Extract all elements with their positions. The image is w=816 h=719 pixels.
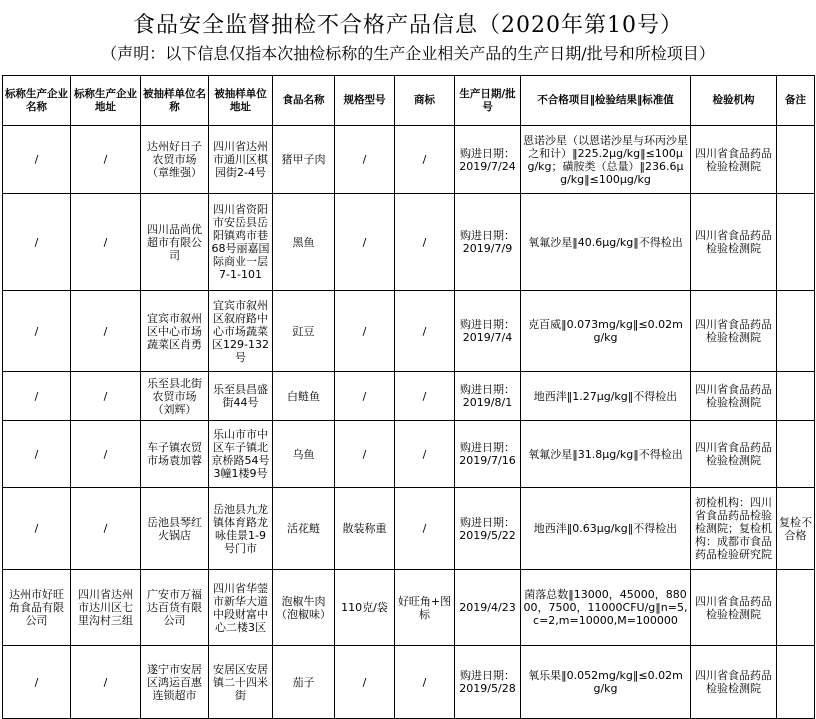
cell-text: / <box>103 324 108 338</box>
cell-lab <box>691 194 777 291</box>
cell-text: / <box>103 235 108 249</box>
header-sampled-unit-name: 被抽样单位名称 <box>141 76 209 126</box>
cell-manufacturer-name <box>3 421 71 488</box>
cell-manufacturer-address <box>71 291 141 372</box>
cell-spec <box>335 488 395 570</box>
header-spec: 规格型号 <box>335 76 395 126</box>
cell-brand <box>395 126 455 194</box>
cell-text: 氧乐果‖0.052mg/kg‖≤0.02mg/kg <box>528 669 683 695</box>
table-row <box>3 646 815 719</box>
header-sampled-unit-address: 被抽样单位地址 <box>209 76 273 126</box>
cell-text: 四川省食品药品检验检测院 <box>695 229 772 255</box>
cell-text: / <box>422 522 427 535</box>
cell-sampled-unit-address <box>209 372 273 421</box>
cell-production-date <box>455 194 521 291</box>
cell-failed-items <box>521 421 691 488</box>
cell-text: 岳池县九龙镇体育路龙咏佳景1-9号门市 <box>213 502 268 555</box>
cell-lab <box>691 570 777 646</box>
cell-production-date <box>455 488 521 570</box>
cell-spec <box>335 421 395 488</box>
cell-sampled-unit-address <box>209 126 273 194</box>
cell-brand <box>395 488 455 570</box>
cell-sampled-unit-address <box>209 488 273 570</box>
cell-sampled-unit-name <box>141 372 209 421</box>
cell-remarks <box>777 291 815 372</box>
cell-text: 四川省资阳市安岳县岳阳镇鸡市巷68号丽嘉国际商业一层7-1-101 <box>211 203 270 281</box>
cell-sampled-unit-name <box>141 421 209 488</box>
cell-text: 黑鱼 <box>292 235 315 249</box>
cell-text: / <box>34 389 39 403</box>
cell-text: 氧氟沙星‖31.8μg/kg‖不得检出 <box>528 447 683 461</box>
cell-text: 购进日期：2019/8/1 <box>460 383 515 409</box>
cell-manufacturer-name <box>3 488 71 570</box>
cell-text: / <box>422 389 427 403</box>
cell-text: / <box>422 675 427 689</box>
cell-production-date <box>455 291 521 372</box>
cell-text: / <box>422 324 427 338</box>
cell-text: / <box>34 447 39 461</box>
table-row <box>3 372 815 421</box>
cell-text: 克百威‖0.073mg/kg‖≤0.02mg/kg <box>528 318 683 344</box>
cell-text: / <box>362 389 367 403</box>
cell-text: 遂宁市安居区鸿运百惠连锁超市 <box>147 662 202 702</box>
cell-brand <box>395 421 455 488</box>
cell-sampled-unit-address <box>209 291 273 372</box>
cell-text: / <box>34 675 39 689</box>
cell-production-date <box>455 126 521 194</box>
cell-text: / <box>103 522 108 535</box>
cell-sampled-unit-name <box>141 488 209 570</box>
table-row <box>3 291 815 372</box>
cell-text: 四川省华蓥市新华大道中段财富中心二楼3区 <box>213 581 268 634</box>
cell-text: 安居区安居镇二十四米街 <box>213 662 268 702</box>
cell-food-name <box>273 126 335 194</box>
header-lab: 检验机构 <box>691 76 777 126</box>
cell-sampled-unit-address <box>209 646 273 719</box>
cell-text: 豇豆 <box>292 324 315 338</box>
cell-text: 好旺角+图标 <box>397 594 452 621</box>
cell-text: 活花鲢 <box>287 522 320 535</box>
cell-sampled-unit-address <box>209 570 273 646</box>
cell-text: 购进日期：2019/5/22 <box>459 515 516 542</box>
cell-text: 购进日期：2019/7/4 <box>460 318 515 344</box>
cell-lab <box>691 421 777 488</box>
cell-sampled-unit-name <box>141 646 209 719</box>
cell-text: 110克/袋 <box>341 601 388 614</box>
cell-manufacturer-name <box>3 126 71 194</box>
cell-text: / <box>34 324 39 338</box>
cell-text: / <box>362 235 367 249</box>
cell-manufacturer-address <box>71 372 141 421</box>
cell-text: / <box>34 522 39 535</box>
cell-text: 茄子 <box>292 675 315 689</box>
cell-text: 四川省达州市通川区棋园街2-4号 <box>213 140 268 179</box>
header-brand: 商标 <box>395 76 455 126</box>
cell-brand <box>395 372 455 421</box>
cell-text: / <box>362 324 367 338</box>
cell-failed-items <box>521 372 691 421</box>
header-failed-items: 不合格项目‖检验结果‖标准值 <box>521 76 691 126</box>
cell-manufacturer-address <box>71 646 141 719</box>
cell-manufacturer-name <box>3 194 71 291</box>
cell-text: 四川省食品药品检验检测院 <box>695 318 772 344</box>
cell-manufacturer-name <box>3 570 71 646</box>
cell-remarks <box>777 421 815 488</box>
cell-failed-items <box>521 488 691 570</box>
cell-text: 复检不合格 <box>779 515 812 542</box>
cell-text: 宜宾市叙州区叙府路中心市场蔬菜区129-132号 <box>212 298 269 364</box>
cell-text: 四川省食品药品检验检测院 <box>695 146 772 173</box>
cell-food-name <box>273 570 335 646</box>
results-table <box>2 75 815 719</box>
cell-text: 四川省食品药品检验检测院 <box>695 594 772 621</box>
header-row <box>3 76 815 126</box>
header-production-date: 生产日期/批号 <box>455 76 521 126</box>
cell-text: 四川省食品药品检验检测院 <box>695 441 772 467</box>
cell-text: 猪甲子肉 <box>281 153 326 166</box>
cell-remarks <box>777 570 815 646</box>
cell-text: 地西泮‖1.27μg/kg‖不得检出 <box>533 389 678 403</box>
cell-text: 四川品尚优超市有限公司 <box>147 222 202 262</box>
cell-remarks <box>777 646 815 719</box>
cell-brand <box>395 646 455 719</box>
table-row <box>3 194 815 291</box>
cell-text: 白鲢鱼 <box>287 389 320 403</box>
header-manufacturer-address: 标称生产企业地址 <box>71 76 141 126</box>
cell-text: 四川省达州市达川区七里沟村三组 <box>78 588 133 627</box>
cell-failed-items <box>521 291 691 372</box>
cell-text: 四川省食品药品检验检测院 <box>695 669 772 695</box>
cell-production-date <box>455 372 521 421</box>
cell-spec <box>335 372 395 421</box>
cell-production-date <box>455 646 521 719</box>
cell-manufacturer-address <box>71 126 141 194</box>
cell-brand <box>395 194 455 291</box>
cell-text: 车子镇农贸市场袁加蓉 <box>147 441 202 467</box>
cell-text: 购进日期：2019/5/28 <box>459 669 516 695</box>
cell-food-name <box>273 291 335 372</box>
table-row <box>3 570 815 646</box>
cell-text: 乌鱼 <box>292 447 315 461</box>
cell-manufacturer-address <box>71 570 141 646</box>
cell-text: 恩诺沙星（以恩诺沙星与环丙沙星之和计）‖225.2μg/kg‖≤100μg/kg；磺胺类（总量）‖236.6μg/kg‖≤100μg/kg <box>523 133 688 186</box>
cell-lab <box>691 488 777 570</box>
cell-food-name <box>273 488 335 570</box>
cell-text: 2019/4/23 <box>459 601 516 614</box>
cell-text: 购进日期：2019/7/9 <box>460 229 515 255</box>
cell-text: 宜宾市叙州区中心市场蔬菜区肖勇 <box>147 311 202 351</box>
cell-text: 乐山市市中区车子镇北京桥路54号3幢1楼9号 <box>211 428 270 480</box>
header-manufacturer-name: 标称生产企业名称 <box>3 76 71 126</box>
cell-manufacturer-address <box>71 488 141 570</box>
cell-text: / <box>362 153 367 166</box>
cell-text: 泡椒牛肉（泡椒味） <box>276 594 331 621</box>
cell-text: 四川省食品药品检验检测院 <box>695 383 772 409</box>
cell-remarks <box>777 488 815 570</box>
cell-production-date <box>455 570 521 646</box>
cell-text: 广安市万福达百货有限公司 <box>147 588 202 627</box>
cell-text: 乐至县昌盛街44号 <box>213 383 268 409</box>
cell-text: 达州好日子农贸市场（章维强） <box>147 140 202 179</box>
cell-manufacturer-address <box>71 194 141 291</box>
table-row <box>3 488 815 570</box>
cell-text: 乐至县北街农贸市场（刘辉） <box>147 376 202 416</box>
cell-sampled-unit-address <box>209 421 273 488</box>
cell-failed-items <box>521 194 691 291</box>
cell-lab <box>691 291 777 372</box>
cell-failed-items <box>521 126 691 194</box>
cell-sampled-unit-name <box>141 194 209 291</box>
cell-text: 初检机构：四川省食品药品检验检测院；复检机构：成都市食品药品检验研究院 <box>695 496 772 561</box>
cell-sampled-unit-address <box>209 194 273 291</box>
page-subtitle: （声明：以下信息仅指本次抽检标称的生产企业相关产品的生产日期/批号和所检项目） <box>101 44 715 63</box>
cell-text: 购进日期：2019/7/24 <box>459 146 516 173</box>
cell-spec <box>335 291 395 372</box>
cell-text: 购进日期：2019/7/16 <box>459 441 516 467</box>
cell-food-name <box>273 194 335 291</box>
cell-text: / <box>362 447 367 461</box>
cell-failed-items <box>521 646 691 719</box>
cell-food-name <box>273 421 335 488</box>
cell-remarks <box>777 372 815 421</box>
cell-lab <box>691 126 777 194</box>
cell-text: 散装称重 <box>342 522 387 535</box>
cell-brand <box>395 291 455 372</box>
cell-remarks <box>777 194 815 291</box>
cell-production-date <box>455 421 521 488</box>
table-row <box>3 421 815 488</box>
page-title: 食品安全监督抽检不合格产品信息（2020年第10号） <box>133 13 683 38</box>
cell-sampled-unit-name <box>141 291 209 372</box>
header-remarks: 备注 <box>777 76 815 126</box>
cell-failed-items <box>521 570 691 646</box>
cell-text: / <box>422 447 427 461</box>
cell-text: / <box>34 153 39 166</box>
cell-sampled-unit-name <box>141 570 209 646</box>
cell-spec <box>335 194 395 291</box>
cell-manufacturer-name <box>3 646 71 719</box>
cell-text: 岳池县琴红火锅店 <box>147 515 202 542</box>
cell-spec <box>335 570 395 646</box>
cell-text: 地西泮‖0.63μg/kg‖不得检出 <box>533 522 678 535</box>
cell-text: 氧氟沙星‖40.6μg/kg‖不得检出 <box>528 235 683 249</box>
cell-text: 菌落总数‖13000，45000，88000，7500，11000CFU/g‖n=5,c=2,m=10000,M=100000 <box>523 588 688 627</box>
cell-food-name <box>273 372 335 421</box>
cell-food-name <box>273 646 335 719</box>
cell-text: / <box>103 447 108 461</box>
header-food-name: 食品名称 <box>273 76 335 126</box>
cell-lab <box>691 372 777 421</box>
cell-text: / <box>422 235 427 249</box>
table-row <box>3 126 815 194</box>
cell-text: / <box>422 153 427 166</box>
cell-spec <box>335 646 395 719</box>
cell-manufacturer-name <box>3 291 71 372</box>
cell-remarks <box>777 126 815 194</box>
cell-text: / <box>103 153 108 166</box>
cell-lab <box>691 646 777 719</box>
cell-manufacturer-name <box>3 372 71 421</box>
cell-text: / <box>362 675 367 689</box>
cell-text: / <box>103 675 108 689</box>
cell-spec <box>335 126 395 194</box>
cell-text: 达州市好旺角食品有限公司 <box>9 588 64 627</box>
cell-text: / <box>34 235 39 249</box>
cell-brand <box>395 570 455 646</box>
cell-sampled-unit-name <box>141 126 209 194</box>
cell-text: / <box>103 389 108 403</box>
cell-manufacturer-address <box>71 421 141 488</box>
